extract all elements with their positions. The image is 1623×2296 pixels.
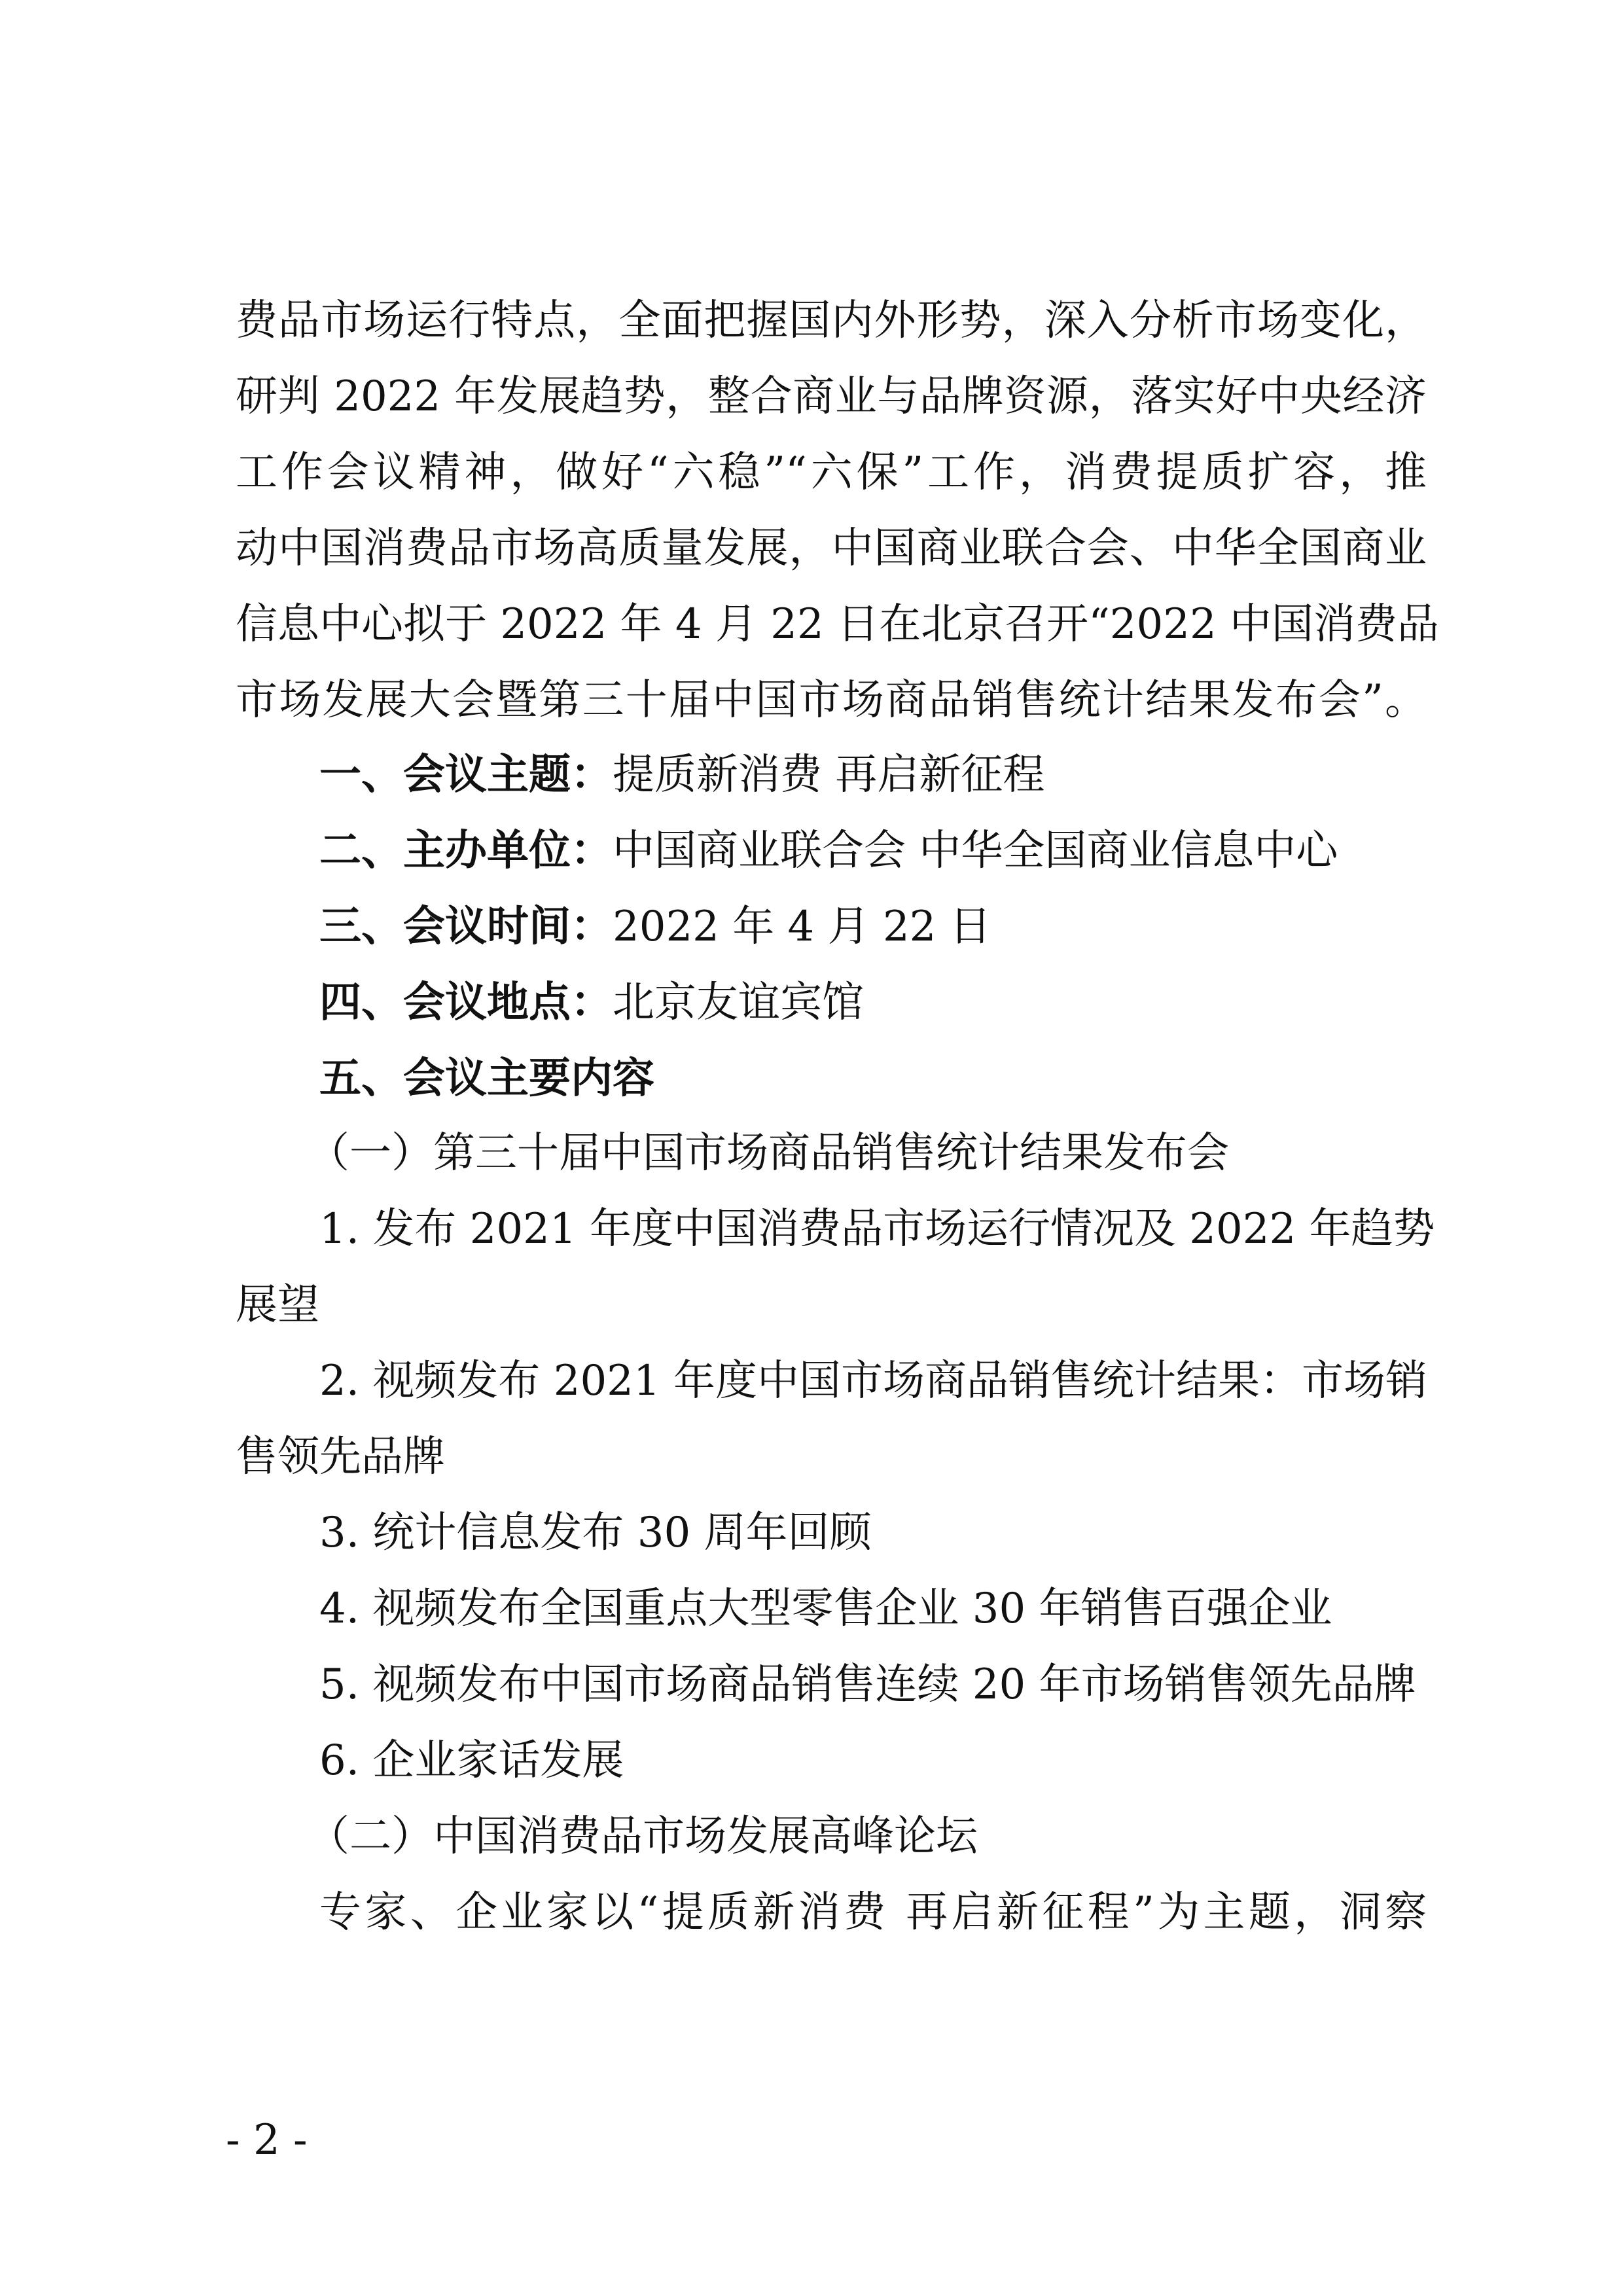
section-organizer	[319, 825, 1338, 877]
intro-line-2: 研判 2022 年发展趋势，整合商业与品牌资源，落实好中央经济	[236, 372, 1427, 421]
part-one-item-2-line-1: 2. 视频发布 2021 年度中国市场商品销售统计结果：市场销	[319, 1357, 1427, 1405]
section-organizer-value: 中国商业联合会 中华全国商业信息中心	[613, 827, 1338, 875]
part-two-text: 专家、企业家以“提质新消费 再启新征程”为主题，洞察	[319, 1888, 1427, 1937]
intro-line-5: 信息中心拟于 2022 年 4 月 22 日在北京召开“2022 中国消费品	[236, 600, 1440, 649]
part-one-item-1-line-2: 展望	[236, 1281, 319, 1329]
section-venue-label: 四、会议地点：	[319, 978, 613, 1027]
part-one-item-2-line-2: 售领先品牌	[236, 1433, 445, 1481]
intro-line-3: 工作会议精神，做好“六稳”“六保”工作，消费提质扩容，推	[236, 448, 1427, 497]
section-theme	[319, 749, 1044, 801]
part-one-item-4: 4. 视频发布全国重点大型零售企业 30 年销售百强企业	[319, 1585, 1332, 1633]
section-venue	[319, 977, 864, 1029]
page-number: - 2 -	[226, 2116, 308, 2164]
intro-line-6: 市场发展大会暨第三十届中国市场商品销售统计结果发布会”。	[236, 676, 1427, 725]
section-organizer-label: 二、主办单位：	[319, 826, 613, 875]
section-theme-label: 一、会议主题：	[319, 750, 613, 799]
part-one-item-5: 5. 视频发布中国市场商品销售连续 20 年市场销售领先品牌	[319, 1660, 1416, 1709]
part-one-item-1-line-1: 1. 发布 2021 年度中国消费品市场运行情况及 2022 年趋势	[319, 1205, 1435, 1253]
section-time	[319, 901, 991, 953]
intro-line-1: 费品市场运行特点，全面把握国内外形势，深入分析市场变化，	[236, 296, 1427, 345]
section-venue-value: 北京友谊宾馆	[613, 978, 864, 1027]
section-theme-value: 提质新消费 再启新征程	[613, 751, 1045, 799]
part-one-item-6: 6. 企业家话发展	[319, 1736, 624, 1785]
section-content-heading: 五、会议主要内容	[319, 1054, 654, 1103]
part-one-heading: （一）第三十届中国市场商品销售统计结果发布会	[308, 1129, 1229, 1177]
part-two-heading: （二）中国消费品市场发展高峰论坛	[308, 1812, 978, 1861]
intro-line-4: 动中国消费品市场高质量发展，中国商业联合会、中华全国商业	[236, 524, 1427, 573]
part-one-item-3: 3. 统计信息发布 30 周年回顾	[319, 1509, 872, 1557]
section-time-label: 三、会议时间：	[319, 902, 613, 951]
section-time-value: 2022 年 4 月 22 日	[613, 903, 991, 951]
